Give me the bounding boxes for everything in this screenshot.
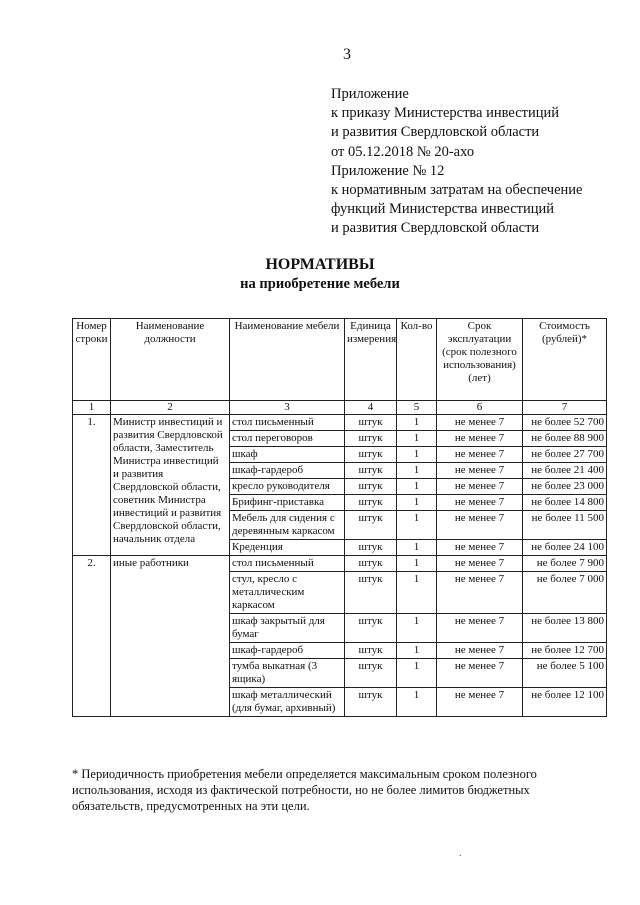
- unit-cell: штук: [345, 431, 397, 447]
- table-header-row: [73, 319, 607, 401]
- unit-cell: штук: [345, 415, 397, 431]
- furniture-name-cell: кресло руководителя: [230, 479, 345, 495]
- unit-cell: штук: [345, 643, 397, 659]
- col-number: 7: [523, 401, 607, 415]
- document-title: НОРМАТИВЫ: [265, 256, 375, 273]
- unit-cell: штук: [345, 659, 397, 688]
- furniture-name-cell: шкаф-гардероб: [230, 463, 345, 479]
- term-cell: не менее 7: [437, 659, 523, 688]
- cost-cell: не более 14 800: [523, 495, 607, 511]
- header-line: к приказу Министерства инвестиций: [331, 105, 560, 122]
- term-cell: не менее 7: [437, 614, 523, 643]
- cost-cell: не более 7 900: [523, 556, 607, 572]
- term-cell: не менее 7: [437, 495, 523, 511]
- term-cell: не менее 7: [437, 556, 523, 572]
- cost-cell: не более 7 000: [523, 572, 607, 614]
- cost-cell: не более 5 100: [523, 659, 607, 688]
- column-number-row: [73, 401, 607, 415]
- unit-cell: штук: [345, 479, 397, 495]
- qty-cell: 1: [397, 415, 437, 431]
- qty-cell: 1: [397, 431, 437, 447]
- header-line: и развития Свердловской области: [331, 124, 540, 141]
- col-number: 4: [345, 401, 397, 415]
- cost-cell: не более 27 700: [523, 447, 607, 463]
- qty-cell: 1: [397, 511, 437, 540]
- table-row: [73, 415, 607, 431]
- cost-cell: не более 52 700: [523, 415, 607, 431]
- term-cell: не менее 7: [437, 415, 523, 431]
- furniture-name-cell: Креденция: [230, 540, 345, 556]
- col-number: 5: [397, 401, 437, 415]
- qty-cell: 1: [397, 495, 437, 511]
- header-line: от 05.12.2018 № 20-ахо: [331, 143, 475, 160]
- qty-cell: 1: [397, 614, 437, 643]
- qty-cell: 1: [397, 643, 437, 659]
- qty-cell: 1: [397, 556, 437, 572]
- appendix-header: [331, 85, 582, 239]
- unit-cell: штук: [345, 572, 397, 614]
- col-number: 3: [230, 401, 345, 415]
- col-number: 2: [111, 401, 230, 415]
- col-header-term: Срок эксплуатации (срок полезного использования) (лет): [437, 319, 523, 401]
- cost-cell: не более 88 900: [523, 431, 607, 447]
- term-cell: не менее 7: [437, 572, 523, 614]
- header-line: к нормативным затратам на обеспечение: [331, 182, 583, 199]
- row-number: 2.: [73, 556, 111, 717]
- qty-cell: 1: [397, 463, 437, 479]
- qty-cell: 1: [397, 540, 437, 556]
- furniture-norms-table: [72, 318, 607, 717]
- stray-mark: .: [459, 848, 462, 859]
- document-subtitle: на приобретение мебели: [240, 276, 400, 292]
- col-number: 6: [437, 401, 523, 415]
- qty-cell: 1: [397, 447, 437, 463]
- qty-cell: 1: [397, 479, 437, 495]
- term-cell: не менее 7: [437, 431, 523, 447]
- term-cell: не менее 7: [437, 479, 523, 495]
- table-row: [73, 556, 607, 572]
- unit-cell: штук: [345, 614, 397, 643]
- term-cell: не менее 7: [437, 511, 523, 540]
- furniture-name-cell: стол письменный: [230, 556, 345, 572]
- furniture-name-cell: шкаф: [230, 447, 345, 463]
- cost-cell: не более 11 500: [523, 511, 607, 540]
- furniture-name-cell: шкаф-гардероб: [230, 643, 345, 659]
- col-header-cost: Стоимость (рублей)*: [523, 319, 607, 401]
- term-cell: не менее 7: [437, 643, 523, 659]
- furniture-name-cell: стул, кресло с металлическим каркасом: [230, 572, 345, 614]
- col-number: 1: [73, 401, 111, 415]
- page-number: 3: [343, 46, 351, 63]
- unit-cell: штук: [345, 463, 397, 479]
- col-header-number: Номер строки: [73, 319, 111, 401]
- term-cell: не менее 7: [437, 463, 523, 479]
- qty-cell: 1: [397, 659, 437, 688]
- header-line: и развития Свердловской области: [331, 220, 540, 237]
- term-cell: не менее 7: [437, 540, 523, 556]
- unit-cell: штук: [345, 540, 397, 556]
- cost-cell: не более 24 100: [523, 540, 607, 556]
- header-line: Приложение № 12: [331, 162, 445, 179]
- furniture-name-cell: Мебель для сидения с деревянным каркасом: [230, 511, 345, 540]
- col-header-qty: Кол-во: [397, 319, 437, 401]
- furniture-name-cell: стол письменный: [230, 415, 345, 431]
- unit-cell: штук: [345, 511, 397, 540]
- col-header-unit: Единица измерения: [345, 319, 397, 401]
- unit-cell: штук: [345, 688, 397, 717]
- unit-cell: штук: [345, 447, 397, 463]
- furniture-name-cell: стол переговоров: [230, 431, 345, 447]
- unit-cell: штук: [345, 495, 397, 511]
- header-line: Приложение: [331, 86, 409, 102]
- cost-cell: не более 13 800: [523, 614, 607, 643]
- qty-cell: 1: [397, 572, 437, 614]
- furniture-name-cell: шкаф закрытый для бумаг: [230, 614, 345, 643]
- col-header-furniture: Наименование мебели: [230, 319, 345, 401]
- cost-cell: не более 21 400: [523, 463, 607, 479]
- furniture-name-cell: шкаф металлический (для бумаг, архивный): [230, 688, 345, 717]
- qty-cell: 1: [397, 688, 437, 717]
- cost-cell: не более 23 000: [523, 479, 607, 495]
- col-header-position: Наименование должности: [111, 319, 230, 401]
- position-cell: Министр инвестиций и развития Свердловской области, Заместитель Министра инвестиций и развития Свердловской области, советник Министра инвестиций и развития Свердловской области, начальник отдела: [111, 415, 230, 556]
- term-cell: не менее 7: [437, 447, 523, 463]
- row-number: 1.: [73, 415, 111, 556]
- term-cell: не менее 7: [437, 688, 523, 717]
- footnote: * Периодичность приобретения мебели определяется максимальным сроком полезного использования, исходя из фактической потребности, но не более лимитов бюджетных обязательств, предусмотренных на эти цели.: [72, 767, 537, 813]
- furniture-name-cell: тумба выкатная (3 ящика): [230, 659, 345, 688]
- cost-cell: не более 12 100: [523, 688, 607, 717]
- furniture-name-cell: Брифинг-приставка: [230, 495, 345, 511]
- unit-cell: штук: [345, 556, 397, 572]
- cost-cell: не более 12 700: [523, 643, 607, 659]
- header-line: функций Министерства инвестиций: [331, 201, 555, 218]
- position-cell: иные работники: [111, 556, 230, 717]
